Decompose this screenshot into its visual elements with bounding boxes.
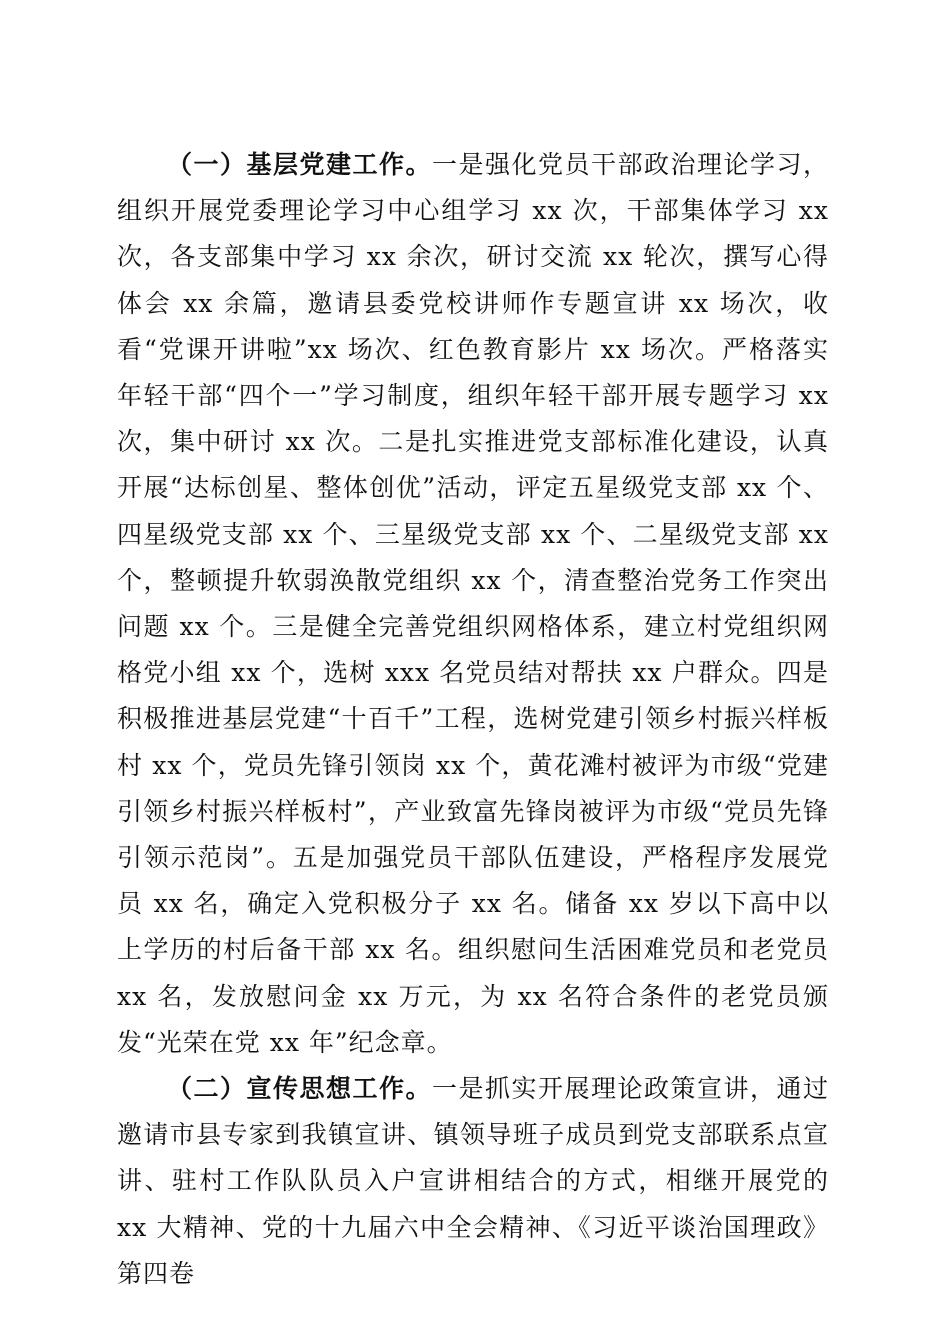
paragraph-heading: （二）宣传思想工作。 (167, 1074, 432, 1104)
paragraph-heading: （一）基层党建工作。 (167, 150, 432, 179)
paragraph-publicity-ideology (117, 1066, 829, 1297)
paragraph-text: 一是抓实开展理论政策宣讲，通过邀请市县专家到我镇宣讲、镇领导班子成员到党支部联系点宣讲、驻村工作队队员入户宣讲相结合的方式，相继开展党的 xx 大精神、党的十九届六中全会精神、《习近平谈治国理政》第四卷 (117, 1074, 829, 1288)
paragraph-grassroots-party-building (117, 142, 829, 1066)
document-body (117, 142, 829, 1297)
paragraph-text: 一是强化党员干部政治理论学习，组织开展党委理论学习中心组学习 xx 次，干部集体学习 xx 次，各支部集中学习 xx 余次，研讨交流 xx 轮次，撰写心得体会 xx 余篇，邀请县委党校讲师作专题宣讲 xx 场次，收看“党课开讲啦”xx 场次、红色教育影片 xx 场次。严格落实年轻干部“四个一”学习制度，组织年轻干部开展专题学习 xx 次，集中研讨 xx 次。二是扎实推进党支部标准化建设，认真开展“达标创星、整体创优”活动，评定五星级党支部 xx 个、四星级党支部 xx 个、三星级党支部 xx 个、二星级党支部 xx 个，整顿提升软弱涣散党组织 xx 个，清查整治党务工作突出问题 xx 个。三是健全完善党组织网格体系，建立村党组织网格党小组 xx 个，选树 xxx 名党员结对帮扶 xx 户群众。四是积极推进基层党建“十百千”工程，选树党建引领乡村振兴样板村 xx 个，党员先锋引领岗 xx 个，黄花滩村被评为市级“党建引领乡村振兴样板村”，产业致富先锋岗被评为市级“党员先锋引领示范岗”。五是加强党员干部队伍建设，严格程序发展党员 xx 名，确定入党积极分子 xx 名。储备 xx 岁以下高中以上学历的村后备干部 xx 名。组织慰问生活困难党员和老党员 xx 名，发放慰问金 xx 万元，为 xx 名符合条件的老党员颁发“光荣在党 xx 年”纪念章。 (117, 150, 829, 1057)
